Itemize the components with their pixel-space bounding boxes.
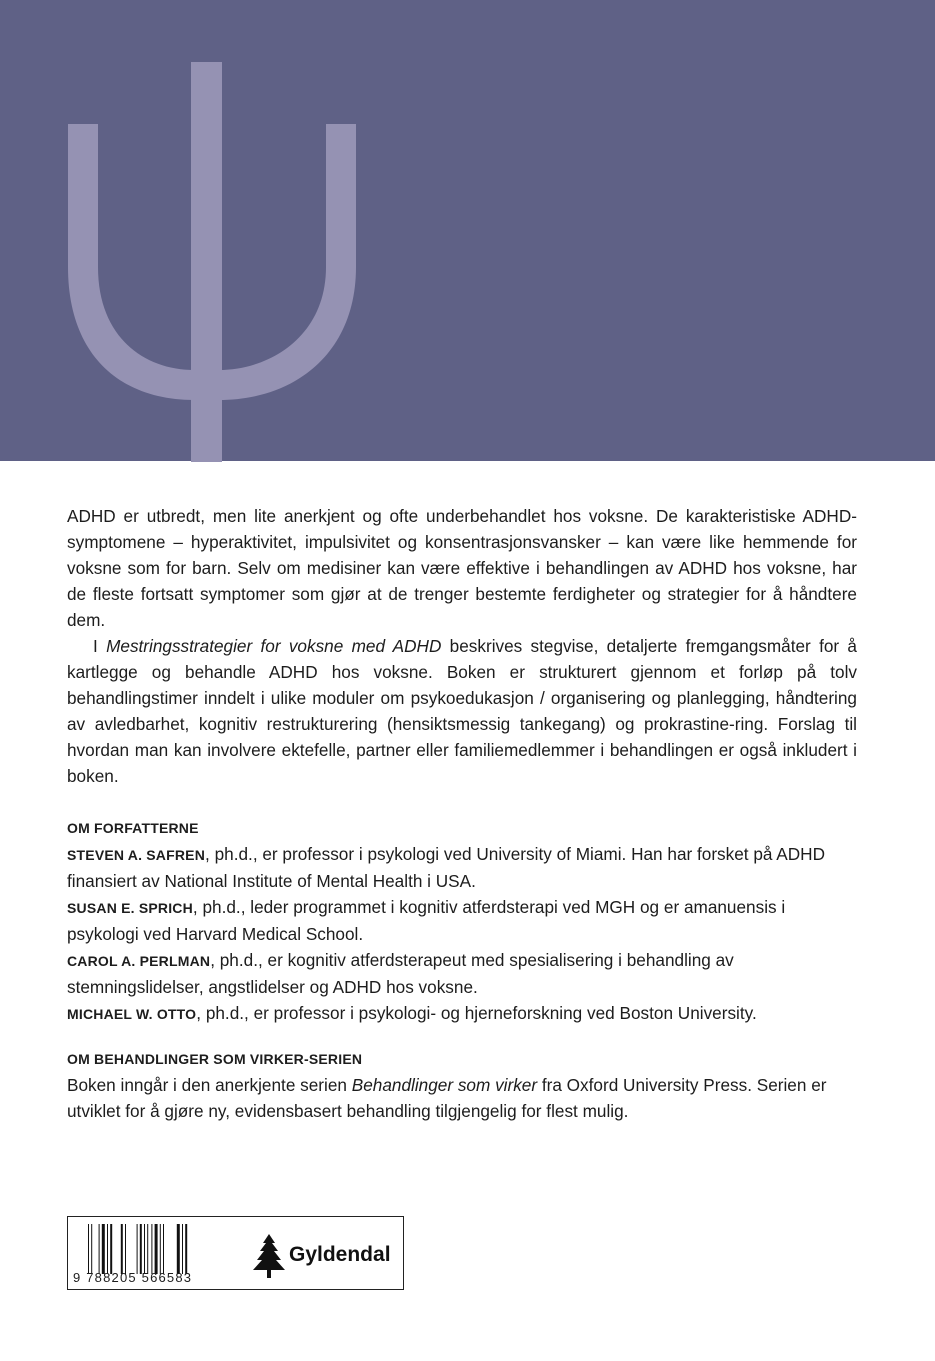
author-name: SUSAN E. SPRICH xyxy=(67,900,193,916)
psi-icon xyxy=(64,62,364,462)
author-name: STEVEN A. SAFREN xyxy=(67,847,206,863)
series-text-prefix: Boken inngår i den anerkjente serien xyxy=(67,1075,352,1095)
author-name: CAROL A. PERLMAN xyxy=(67,953,211,969)
series-heading: OM BEHANDLINGER SOM VIRKER-SERIEN xyxy=(67,1051,363,1067)
author-entry xyxy=(67,1000,857,1027)
book-description xyxy=(67,503,857,789)
publisher-name: Gyldendal xyxy=(289,1243,391,1266)
series-title-italic: Behandlinger som virker xyxy=(351,1075,538,1095)
description-paragraph-2 xyxy=(67,633,857,789)
description-p2-prefix: I xyxy=(93,636,107,656)
series-section xyxy=(67,1046,857,1124)
fir-tree-icon xyxy=(251,1234,287,1278)
isbn-digits: 9 788205 566583 xyxy=(73,1270,193,1285)
author-entry xyxy=(67,841,857,894)
description-paragraph-1: ADHD er utbredt, men lite anerkjent og ofte underbehandlet hos voksne. De karakteristiske ADHD-symptomene – hyperaktivitet, impulsivitet og konsentrasjonsvansker – kan være like hemmende for voksne som for barn. Selv om medisiner kan være effektive i behandlingen av ADHD hos voksne, har de fleste fortsatt symptomer som gjør at de trenger bestemte ferdigheter og strategier for å håndtere dem. xyxy=(67,506,857,630)
author-bio: , ph.d., er professor i psykologi- og hjerneforskning ved Boston University. xyxy=(196,1003,757,1023)
authors-section xyxy=(67,815,857,1027)
author-name: MICHAEL W. OTTO xyxy=(67,1006,197,1022)
authors-heading: OM FORFATTERNE xyxy=(67,820,199,836)
series-text xyxy=(67,1072,857,1124)
author-bio: , ph.d., er professor i psykologi ved University of Miami. Han har forsket på ADHD finansiert av National Institute of Mental Health i USA. xyxy=(67,844,825,891)
book-title-italic: Mestringsstrategier for voksne med ADHD xyxy=(106,636,442,656)
cover-color-band xyxy=(0,0,935,461)
author-bio: , ph.d., leder programmet i kognitiv atferdsterapi ved MGH og er amanuensis i psykologi ved Harvard Medical School. xyxy=(67,897,786,944)
author-entry xyxy=(67,894,857,947)
series-text-rest: fra Oxford University Press. Serien er utviklet for å gjøre ny, evidensbasert behandling tilgjengelig for flest mulig. xyxy=(67,1075,827,1121)
description-p2-rest: beskrives stegvise, detaljerte fremgangsmåter for å kartlegge og behandle ADHD hos voksne. Boken er strukturert gjennom et forløp på tolv behandlingstimer inndelt i ulike moduler om psykoedukasjon / organisering og planlegging, håndtering av avledbarhet, kognitiv restrukturering (hensiktsmessig tankegang) og prokrastine-ring. Forslag til hvordan man kan involvere ektefelle, partner eller familiemedlemmer i behandlingen er også inkludert i boken. xyxy=(67,636,857,786)
barcode-panel xyxy=(67,1216,404,1290)
barcode-icon xyxy=(88,1224,228,1274)
author-entry xyxy=(67,947,857,1000)
author-bio: , ph.d., er kognitiv atferdsterapeut med spesialisering i behandling av stemningslidelser, angstlidelser og ADHD hos voksne. xyxy=(67,950,734,997)
